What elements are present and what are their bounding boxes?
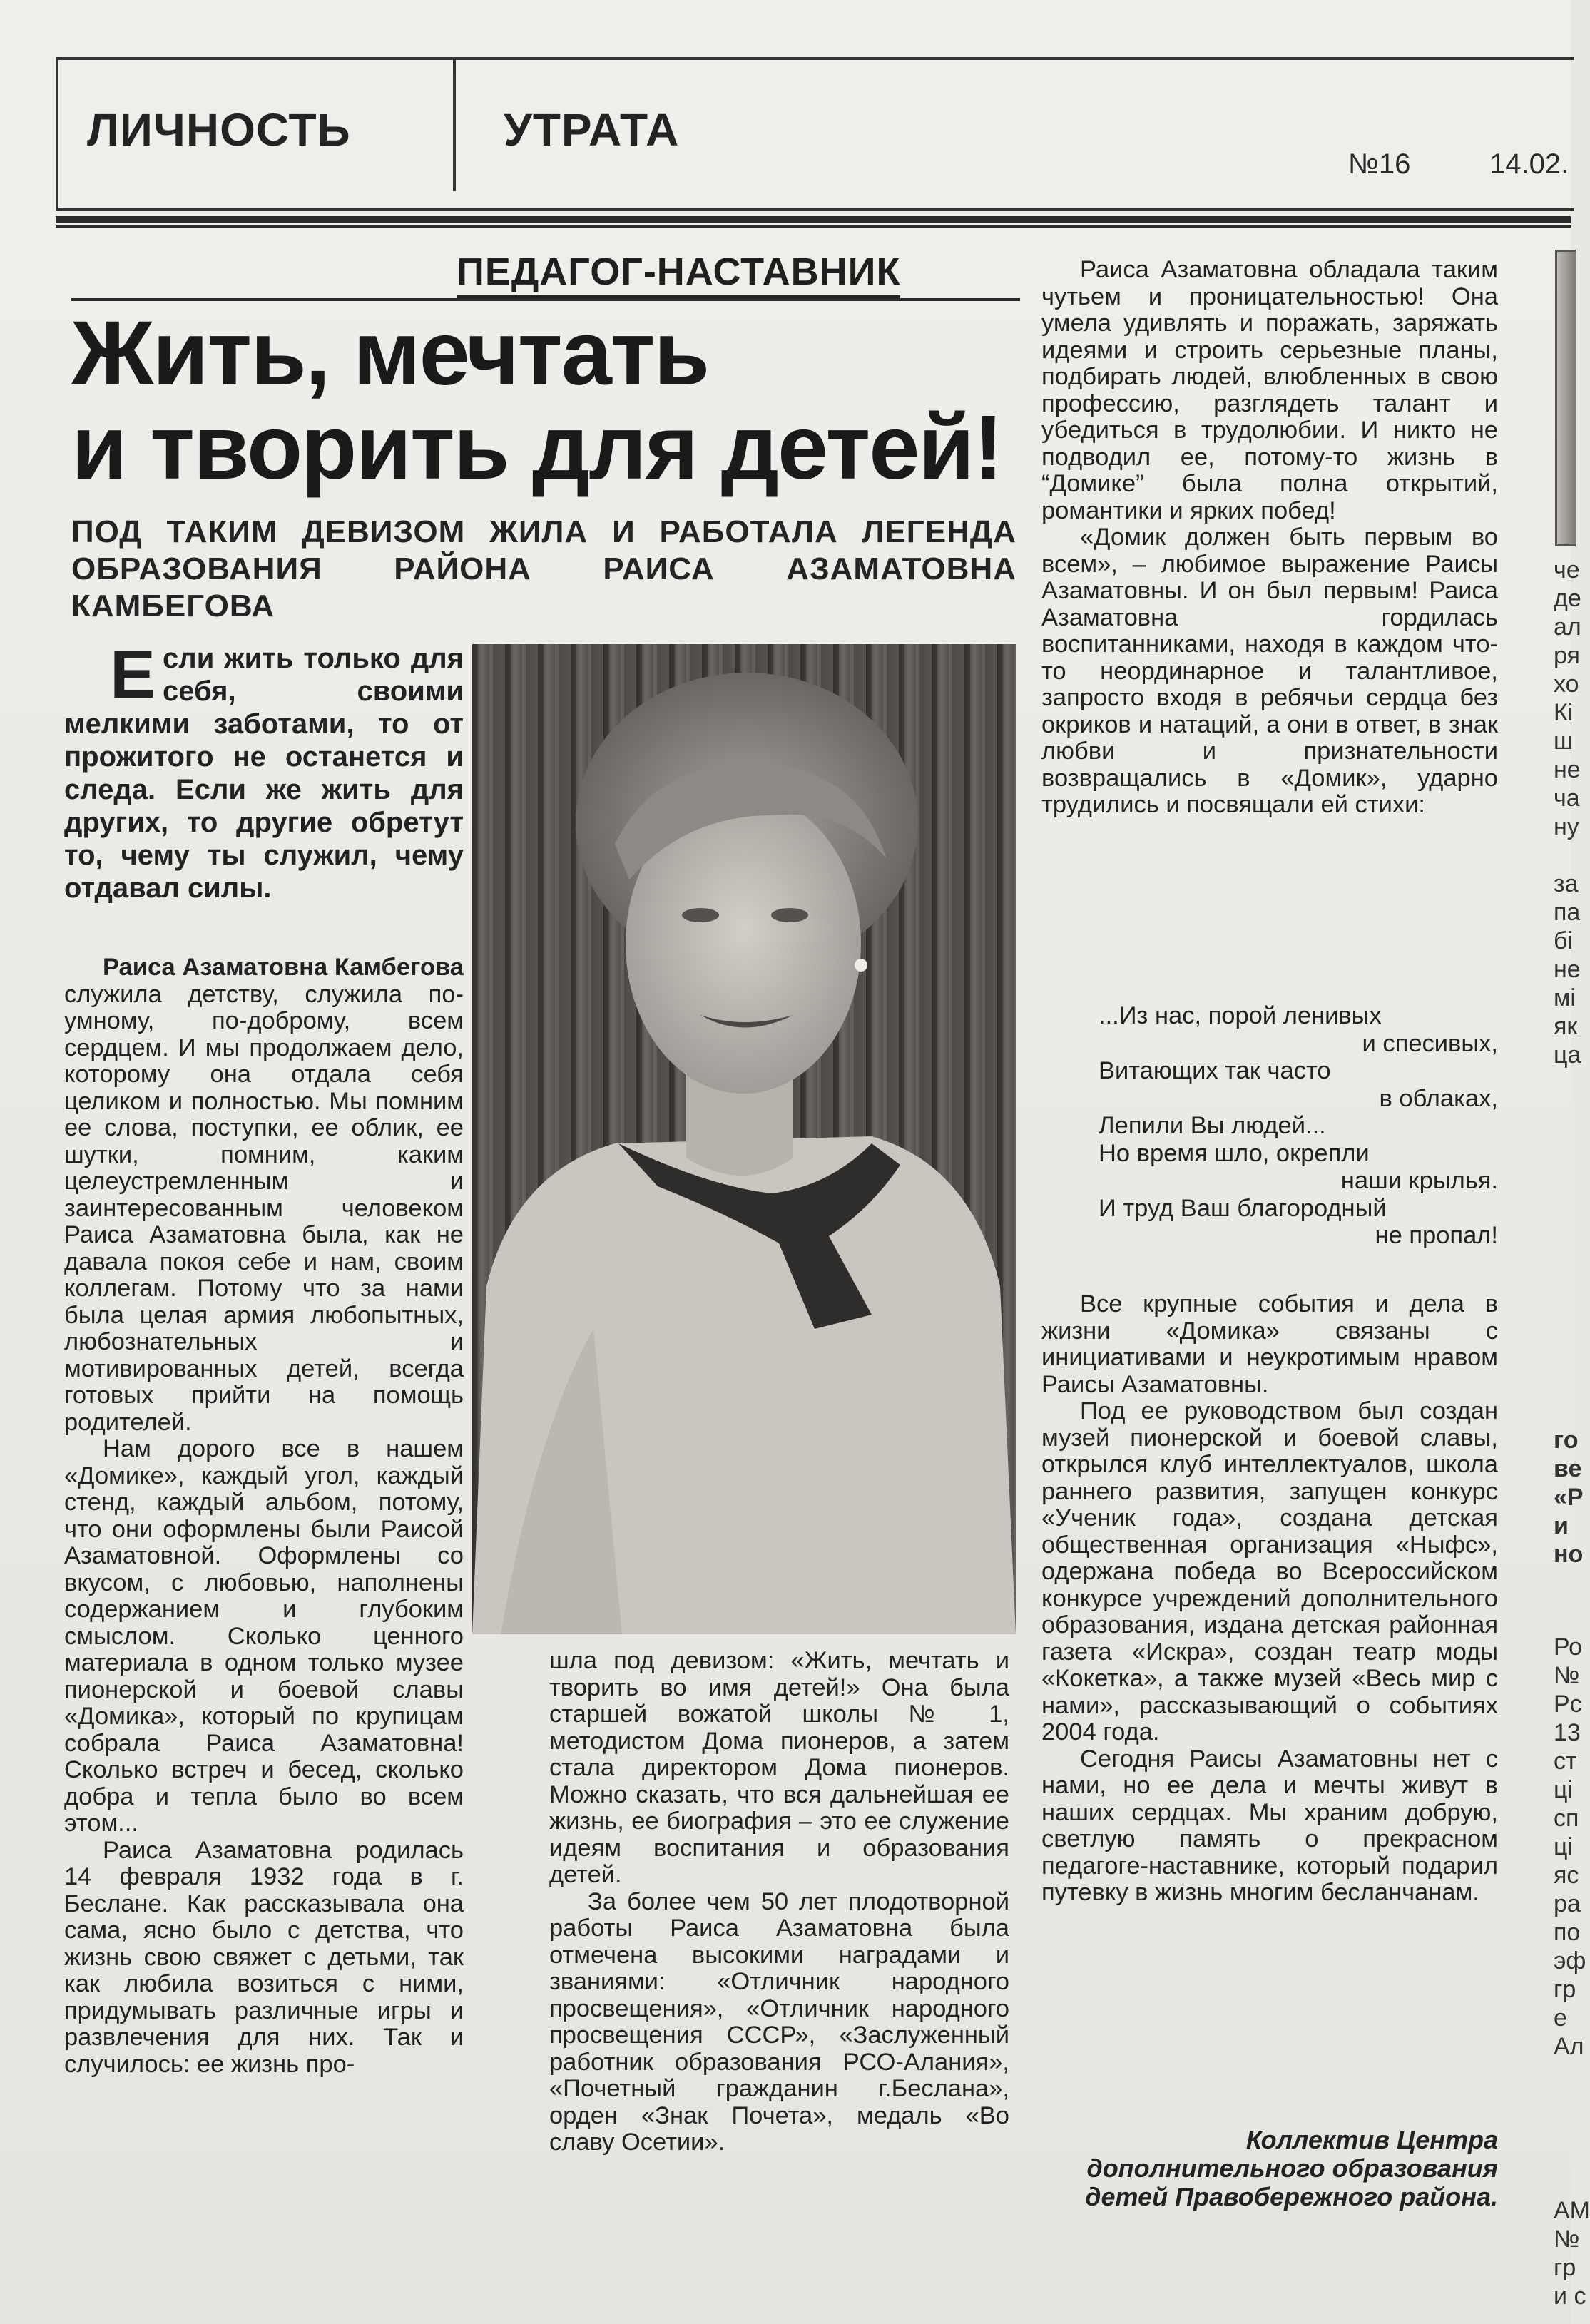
adjacent-text-fragment: за — [1554, 870, 1579, 897]
adjacent-text-fragment: ца — [1554, 1041, 1581, 1069]
adjacent-text-fragment: бі — [1554, 927, 1574, 954]
adjacent-text-fragment: «Р — [1554, 1484, 1584, 1511]
poem-line: ...Из нас, порой ленивых — [1099, 1002, 1382, 1029]
header-rule-thin — [56, 225, 1571, 228]
adjacent-text-fragment: е — [1554, 2004, 1567, 2032]
adjacent-text-fragment: ал — [1554, 613, 1581, 641]
adjacent-text-fragment: и с — [1554, 2283, 1586, 2310]
headline-line-2: и творить для детей! — [71, 397, 1002, 499]
col3-paragraph-3: Все крупные события и дела в жизни «Домика» связаны с инициативами и неукротимым нравом Раисы Азаматовны. — [1041, 1290, 1498, 1398]
adjacent-text-fragment: № — [1554, 1662, 1580, 1689]
adjacent-photo-fragment — [1555, 250, 1576, 546]
adjacent-text-fragment: гр — [1554, 1976, 1576, 2003]
adjacent-text-fragment: ці — [1554, 1833, 1574, 1860]
adjacent-text-fragment: эф — [1554, 1947, 1586, 1974]
col3-paragraph-2: «Домик должен быть первым во всем», – любимое выражение Раисы Азаматовны. И он был первым! Раиса Азаматовна гордилась воспитанниками, находя в каждом что-то неординарное и талантливое, запросто входя в ребячьи сердца без окриков и натаций, а они в ответ, в знак любви и признательности возвращались в «Домик», ударно трудились и посвящали ей стихи: — [1041, 524, 1498, 818]
adjacent-text-fragment: ну — [1554, 813, 1579, 840]
adjacent-text-fragment: 13 — [1554, 1719, 1581, 1746]
rubric-lichnost: ЛИЧНОСТЬ — [87, 104, 351, 156]
adjacent-text-fragment: Кі — [1554, 699, 1574, 726]
poem-block — [1041, 1002, 1498, 1250]
adjacent-text-fragment: ря — [1554, 642, 1580, 669]
adjacent-text-fragment: па — [1554, 899, 1581, 926]
col2-paragraph-2: За более чем 50 лет плодотворной работы Раиса Азаматовна была отмечена высокими наградами и званиями: «Отличник народного просвещения», «Отличник народного просвещения СССР», «Заслуженный работник образования РСО-Алания», «Почетный гражданин г.Беслана», орден «Знак Почета», медаль «Во славу Осетии». — [549, 1887, 1009, 2156]
article-headline — [71, 302, 1027, 499]
col1-paragraph-3: Раиса Азаматовна родилась 14 февраля 1932 года в г. Беслане. Как рассказывала она сама, ясно было с детства, что жизнь свою свяжет с детьми, так как любила возиться с ними, придумывать различные игры и развлечения для них. Так и случилось: ее жизнь про- — [64, 1836, 464, 2078]
adjacent-text-fragment: ча — [1554, 785, 1580, 812]
column-2 — [549, 1648, 1009, 2156]
column-1 — [64, 954, 464, 2078]
adjacent-text-fragment: як — [1554, 1013, 1578, 1040]
lead-paragraph — [64, 636, 464, 904]
col1-name: Раиса Азаматовна Камбегова — [103, 954, 464, 981]
adjacent-text-fragment: Ро — [1554, 1634, 1583, 1661]
adjacent-text-fragment: Рс — [1554, 1691, 1582, 1718]
column-3-top — [1041, 257, 1498, 819]
adjacent-text-fragment: АМ — [1554, 2197, 1590, 2224]
column-3-bottom — [1041, 1291, 1498, 1907]
poem-line: Лепили Вы людей... — [1099, 1112, 1326, 1139]
col1-paragraph-1 — [64, 954, 464, 1436]
adjacent-text-fragment: че — [1554, 556, 1580, 583]
adjacent-text-fragment: не — [1554, 756, 1581, 783]
adjacent-text-fragment: ра — [1554, 1890, 1581, 1917]
adjacent-text-fragment: ст — [1554, 1748, 1577, 1775]
col1-paragraph-2: Нам дорого все в нашем «Домике», каждый угол, каждый стенд, каждый альбом, потому, что они оформлены были Раисой Азаматовной. Оформлены со вкусом, с любовью, наполнены содержанием и глубоким смыслом. Сколько ценного материала в одном только музее пионерской и боевой славы «Домика», который по крупицам собрала Раиса Азаматовна! Сколько встреч и бесед, сколько добра и тепла было во всем этом... — [64, 1435, 464, 1837]
adjacent-text-fragment: яс — [1554, 1862, 1579, 1889]
adjacent-text-fragment: ці — [1554, 1776, 1574, 1803]
article-subhead: ПОД ТАКИМ ДЕВИЗОМ ЖИЛА И РАБОТАЛА ЛЕГЕНДА ОБРАЗОВАНИЯ РАЙОНА РАИСА АЗАМАТОВНА КАМБЕГОВА — [71, 514, 1016, 623]
article-kicker: ПЕДАГОГ-НАСТАВНИК — [457, 250, 900, 298]
poem-line: Витающих так часто — [1099, 1057, 1331, 1084]
lead-text: сли жить только для себя, своими мелкими заботами, то от прожитого не останется и следа. Если же жить для других, то другие обретут то, чему ты служил, чему отдавал силы. — [64, 643, 464, 904]
adjacent-text-fragment: го — [1554, 1427, 1579, 1454]
col2-paragraph-1: шла под девизом: «Жить, мечтать и творить во имя детей!» Она была старшей вожатой школы № 1, методистом Дома пионеров, а затем стала директором Дома пионеров. Можно сказать, что вся дальнейшая ее жизнь, ее биография – это ее служение идеям воспитания и образования детей. — [549, 1647, 1009, 1888]
kicker-rule — [71, 298, 1020, 301]
adjacent-text-fragment: де — [1554, 585, 1581, 612]
headline-line-1: Жить, мечтать — [71, 302, 709, 404]
drop-cap: Е — [110, 636, 156, 713]
poem-line: Но время шло, окрепли — [1099, 1139, 1370, 1167]
adjacent-text-fragment: по — [1554, 1919, 1581, 1946]
header-rule-thick — [56, 216, 1571, 223]
issue-number: №16 — [1348, 148, 1411, 180]
portrait-photo — [472, 644, 1016, 1634]
adjacent-text-fragment: Ал — [1554, 2033, 1584, 2060]
adjacent-text-fragment: но — [1554, 1541, 1584, 1568]
poem-line: и спесивых, — [1362, 1029, 1498, 1057]
col1-p1-text: служила детству, служила по-умному, по-доброму, всем сердцем. И мы продолжаем дело, которому она отдала себя целиком и полностью. Мы помним ее слова, поступки, ее облик, ее шутки, помним, каким целеустремленным и заинтересованным человеком Раиса Азаматовна была, как не давала покоя себе и нам, своим коллегам. Потому что за нами была целая армия любопытных, любознательных и мотивированных детей, всегда готовых прийти на помощь родителей. — [64, 980, 464, 1436]
adjacent-text-fragment: сп — [1554, 1805, 1579, 1832]
portrait-image — [472, 644, 1016, 1634]
adjacent-text-fragment: гр — [1554, 2254, 1576, 2281]
adjacent-text-fragment: мі — [1554, 984, 1576, 1011]
adjacent-text-fragment: ве — [1554, 1455, 1582, 1482]
col3-paragraph-4: Под ее руководством был создан музей пионерской и боевой славы, открылся клуб интеллектуалов, школа раннего развития, запущен конкурс «Ученик года», создана детская общественная организация «Ныфс», одержана победа во Всероссийском конкурсе учреждений дополнительного образования, издана детская районная газета «Искра», создан театр моды «Кокетка», а также музей «Весь мир с нами», рассказывающий о событиях 2004 года. — [1041, 1397, 1498, 1745]
poem-line: И труд Ваш благородный — [1099, 1194, 1387, 1222]
header-divider — [453, 60, 456, 191]
col3-paragraph-1: Раиса Азаматовна обладала таким чутьем и проницательностью! Она умела удивлять и поражать, заряжать идеями и строить серьезные планы, подбирать людей, влюбленных в свою профессию, разглядеть талант и убедиться в трудолюбии. И никто не подводил ее, потому-то жизнь в “Домике” была полна открытий, романтики и ярких побед! — [1041, 256, 1498, 524]
poem-line: в облаках, — [1379, 1084, 1498, 1112]
col3-paragraph-5: Сегодня Раисы Азаматовны нет с нами, но ее дела и мечты живут в наших сердцах. Мы храним добрую, светлую память о прекрасном педагоге-наставнике, который подарил путевку в жизнь многим бесланчанам. — [1041, 1745, 1498, 1906]
adjacent-text-fragment: № — [1554, 2226, 1580, 2253]
adjacent-text-fragment: и — [1554, 1512, 1569, 1539]
poem-line: не пропал! — [1375, 1222, 1498, 1249]
article-signature: Коллектив Центра дополнительного образования детей Правобережного района. — [1085, 2125, 1498, 2211]
rubric-utrata: УТРАТА — [504, 104, 680, 156]
adjacent-text-fragment: хо — [1554, 671, 1579, 698]
poem-line: наши крылья. — [1340, 1167, 1498, 1194]
issue-date: 14.02. — [1489, 148, 1569, 180]
adjacent-text-fragment: не — [1554, 956, 1581, 983]
adjacent-text-fragment: ш — [1554, 728, 1574, 755]
